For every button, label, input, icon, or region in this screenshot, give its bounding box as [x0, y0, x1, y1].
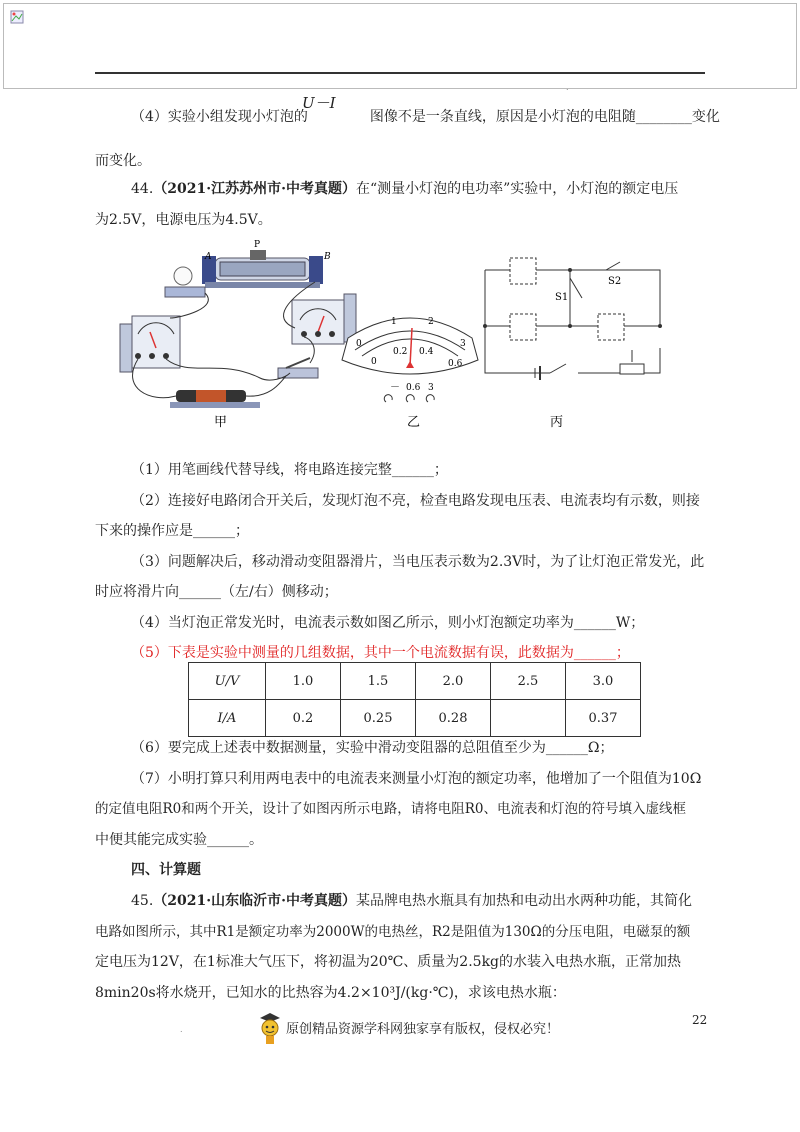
svg-text:0: 0 [371, 357, 377, 367]
copyright-notice: 原创精品资源学科网独家享有版权，侵权必究！ [286, 1022, 560, 1037]
table-cell: I/A [189, 700, 266, 737]
table-cell: 0.2 [266, 700, 341, 737]
fig-caption-yi: 乙 [407, 415, 421, 430]
svg-text:S2: S2 [608, 276, 622, 287]
table-cell: U/V [189, 663, 266, 700]
table-row [189, 663, 641, 700]
q45-line3: 定电压为12V，在1标准大气压下，将初温为20℃、质量为2.5kg的水装入电热水瓶，正常加热 [95, 954, 682, 970]
table-row [189, 700, 641, 737]
q44-item2: （2）连接好电路闭合开关后，发现灯泡不亮，检查电路发现电压表、电流表均有示数，则接 [131, 493, 700, 509]
table-cell: 0.25 [341, 700, 416, 737]
svg-text:0.4: 0.4 [419, 347, 434, 357]
fig-caption-bing: 丙 [550, 415, 564, 430]
svg-text:0: 0 [356, 339, 362, 349]
svg-text:0.6: 0.6 [406, 383, 421, 393]
q44-item3-cont: 时应将滑片向______（左/右）侧移动； [95, 584, 338, 600]
table-cell: 1.5 [341, 663, 416, 700]
mascot-icon [258, 1012, 282, 1046]
svg-text:1: 1 [391, 317, 397, 327]
broken-image-icon [10, 10, 24, 24]
q45-stem: 45.（2021·山东临沂市·中考真题）某品牌电热水瓶具有加热和电动出水两种功能，其简化 [131, 893, 692, 909]
apparatus-jia [120, 240, 356, 430]
q45-line4: 8min20s将水烧开，已知水的比热容为4.2×10³J/(kg·℃)，求该电热水瓶： [95, 985, 566, 1001]
svg-text:3: 3 [460, 339, 466, 349]
q44-stem: 44.（2021·江苏苏州市·中考真题）在“测量小灯泡的电功率”实验中，小灯泡的额定电压 [131, 181, 679, 197]
fig-caption-jia: 甲 [214, 415, 228, 430]
q44-figures [110, 238, 700, 438]
svg-text:0.6: 0.6 [448, 359, 463, 369]
q44-item7: （7）小明打算只利用两电表中的电流表来测量小灯泡的额定功率，他增加了一个阻值为10Ω [131, 771, 702, 787]
svg-text:－: － [390, 382, 400, 393]
table-cell [491, 700, 566, 737]
q44-item1: （1）用笔画线代替导线，将电路连接完整______； [131, 462, 448, 478]
q44-item6: （6）要完成上述表中数据测量，实验中滑动变阻器的总阻值至少为______Ω； [131, 740, 614, 756]
q44-item7-cont2: 中便其能完成实验______。 [95, 832, 263, 848]
q44-item3: （3）问题解决后，移动滑动变阻器滑片，当电压表示数为2.3V时，为了让灯泡正常发光，此 [131, 554, 705, 570]
footer-dot: . [180, 1025, 183, 1034]
page-number: 22 [692, 1013, 708, 1027]
data-table [188, 662, 641, 737]
q44-item5: （5）下表是实验中测量的几组数据，其中一个电流数据有误，此数据为______； [131, 645, 630, 661]
table-cell: 3.0 [566, 663, 641, 700]
header-rule [95, 72, 705, 74]
header-dot: . [566, 83, 569, 92]
circuit-bing [484, 258, 662, 380]
table-cell: 2.5 [491, 663, 566, 700]
q44-stem-2: 为2.5V，电源电压为4.5V。 [95, 212, 272, 228]
svg-text:2: 2 [428, 317, 434, 327]
svg-text:P: P [254, 240, 261, 250]
svg-text:0.2: 0.2 [393, 347, 408, 357]
svg-text:S1: S1 [555, 292, 569, 303]
ammeter-dial-yi [342, 317, 478, 430]
q43-item4: （4）实验小组发现小灯泡的 图像不是一条直线，原因是小灯泡的电阻随________变化 [131, 109, 720, 125]
u-i-formula: U－I [302, 94, 336, 112]
table-cell: 0.28 [416, 700, 491, 737]
q44-item7-cont1: 的定值电阻R0和两个开关，设计了如图丙所示电路，请将电阻R0、电流表和灯泡的符号填入虚线框 [95, 801, 687, 817]
q44-item4: （4）当灯泡正常发光时，电流表示数如图乙所示，则小灯泡额定功率为______W； [131, 615, 645, 631]
table-cell: 2.0 [416, 663, 491, 700]
section-title: 四、计算题 [131, 862, 201, 878]
svg-text:A: A [205, 252, 212, 262]
table-cell: 0.37 [566, 700, 641, 737]
table-cell: 1.0 [266, 663, 341, 700]
q44-item2-cont: 下来的操作应是______； [95, 523, 249, 539]
svg-text:B: B [324, 252, 331, 262]
q43-item4-cont: 而变化。 [95, 153, 151, 169]
q45-line2: 电路如图所示，其中R1是额定功率为2000W的电热丝，R2是阻值为130Ω的分压电阻，电磁泵的额 [95, 924, 691, 940]
svg-text:3: 3 [428, 383, 434, 393]
header-frame [3, 3, 797, 89]
